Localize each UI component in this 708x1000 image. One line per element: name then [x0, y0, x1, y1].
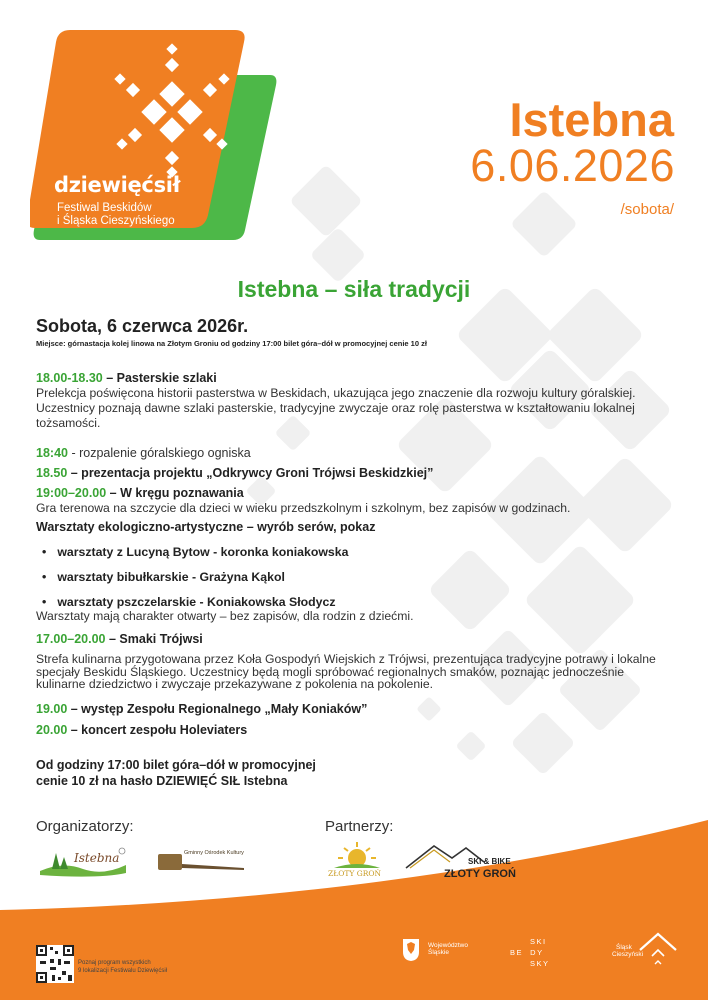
event-weekday: /sobota/ [620, 201, 674, 218]
qr-code[interactable] [36, 945, 74, 983]
city-title: Istebna [509, 93, 674, 146]
zloty-gron-text: ZŁOTY GROŃ [328, 869, 382, 878]
time: 20.00 [36, 723, 68, 737]
program-item-1 [36, 371, 217, 385]
time: 18:40 [36, 446, 68, 460]
coat-of-arms-icon [402, 938, 420, 962]
qr-code-icon [36, 945, 74, 983]
program-item-3 [36, 466, 433, 480]
wojewodztwo-text-1: Województwo [428, 942, 468, 949]
program-item-7 [36, 723, 247, 737]
logo-name: dziewięćsił [54, 173, 181, 197]
workshop-item: • warsztaty bibułkarskie - Grażyna Kąkol [42, 570, 285, 584]
istebna-logo-text: Istebna [74, 851, 120, 865]
beskidy-line-3: SKY [530, 959, 550, 968]
workshops-note: Warsztaty mają charakter otwarty – bez zapisów, dla rodzin z dziećmi. [36, 609, 414, 623]
istebna-logo [38, 843, 128, 877]
qr-caption [78, 959, 167, 975]
time: 18.00-18.30 [36, 371, 103, 385]
headline: Istebna – siła tradycji [237, 276, 471, 302]
ski-bike-logo [404, 840, 524, 882]
beskidy-logo [506, 936, 576, 970]
partners-label: Partnerzy: [325, 818, 394, 835]
program-item-5 [36, 632, 203, 646]
title: – Smaki Trójwsi [105, 632, 203, 646]
closing-note [36, 757, 316, 789]
qr-caption-line-2: 9 lokalizacji Festiwalu Dziewięćsił [78, 968, 168, 974]
program-item-4-text: Gra terenowa na szczycie dla dzieci w wieku przedszkolnym i szkolnym, bez zapisów w godzinach. [36, 501, 571, 515]
time: 17.00–20.00 [36, 632, 106, 646]
ski-bike-text: SKI & BIKE [468, 857, 511, 866]
ski-bike-name: ZŁOTY GROŃ [444, 868, 516, 880]
festival-logo [30, 30, 280, 245]
qr-caption-line-1: Poznaj program wszystkich [78, 960, 151, 966]
slask-text-1: Śląsk [616, 944, 632, 951]
slask-text-2: Cieszyński [612, 951, 644, 958]
title: – występ Zespołu Regionalnego „Mały Koniaków” [67, 702, 368, 716]
gok-logo [158, 850, 246, 874]
program-item-6 [36, 702, 367, 716]
beskidy-line-2: BE DY [510, 948, 544, 957]
wojewodztwo-logo [402, 938, 482, 968]
wojewodztwo-text-2: Śląskie [428, 949, 449, 956]
time: 19.00 [36, 702, 68, 716]
slask-mountain-logo [638, 932, 678, 968]
program-item-5-text: Strefa kulinarna przygotowana przez Koła Gospodyń Wiejskich z Trójwsi, prezentująca tradycyjne potrawy i lokalne specjały Beskidu Śląskiego. Uczestnicy będą mogli spróbować regionalnych smaków, poznając jednocześnie kulinarne dziedzictwo i zwyczaje przekazywane z pokolenia na pokolenie. [36, 652, 656, 691]
workshop-item: • warsztaty z Lucyną Bytow - koronka koniakowska [42, 545, 348, 559]
mountain-peak-icon [638, 932, 678, 968]
sun-icon [326, 840, 388, 870]
logo-subtitle-2: i Śląska Cieszyńskiego [57, 215, 175, 227]
program-item-2 [36, 446, 251, 460]
beskidy-line-1: SKI [530, 937, 547, 946]
program-item-1-text: Prelekcja poświęcona historii pasterstwa w Beskidach, ukazująca jego znaczenie dla rozwoju kultury góralskiej. Uczestnicy poznają dawne szlaki pasterskie, tradycyjne zwyczaje oraz rolę pasterstwa w kształtowaniu lokalnej tożsamości. [36, 386, 636, 430]
workshop-item: • warsztaty pszczelarskie - Koniakowska Słodycz [42, 595, 335, 609]
event-date: 6.06.2026 [470, 140, 675, 191]
zloty-gron-logo [326, 840, 388, 882]
organizers-label: Organizatorzy: [36, 818, 134, 835]
program-item-4 [36, 486, 244, 500]
title: – koncert zespołu Holeviaters [67, 723, 248, 737]
logo-subtitle-1: Festiwal Beskidów [57, 202, 152, 214]
title: – Pasterskie szlaki [102, 371, 217, 385]
place-info: Miejsce: górnastacja kolej linowa na Złotym Groniu od godziny 17:00 bilet góra–dół w promocyjnej cenie 10 zł [36, 339, 427, 348]
workshops-heading: Warsztaty ekologiczno-artystyczne – wyrób serów, pokaz [36, 520, 376, 534]
gok-logo-text: Gminny Ośrodek Kultury [184, 850, 244, 856]
title: - rozpalenie góralskiego ogniska [67, 446, 251, 460]
closing-line-1: Od godziny 17:00 bilet góra–dół w promocyjnej [36, 758, 316, 772]
closing-line-2: cenie 10 zł na hasło DZIEWIĘĆ SIŁ Istebna [36, 774, 288, 788]
time: 19:00–20.00 [36, 486, 107, 500]
title: – prezentacja projektu „Odkrywcy Groni Trójwsi Beskidzkiej” [67, 466, 434, 480]
title: – W kręgu poznawania [106, 486, 244, 500]
time: 18.50 [36, 466, 68, 480]
day-heading: Sobota, 6 czerwca 2026r. [36, 316, 249, 336]
